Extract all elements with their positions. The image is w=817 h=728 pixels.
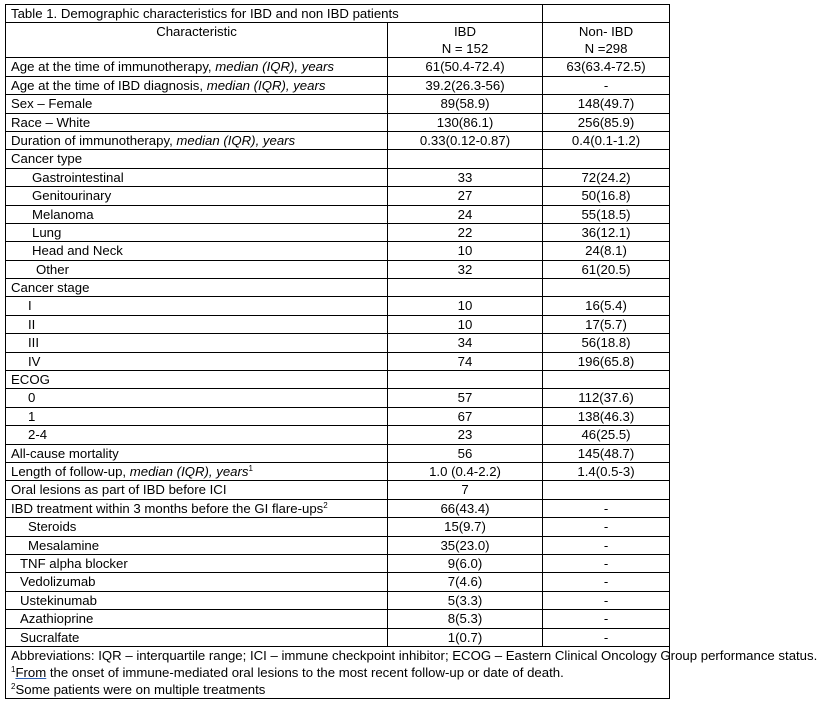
table-row bbox=[6, 591, 670, 609]
characteristic-cell bbox=[6, 444, 388, 462]
characteristic-cell bbox=[6, 168, 388, 186]
characteristic-cell bbox=[6, 205, 388, 223]
table-row bbox=[6, 279, 670, 297]
header-non-ibd-n: N =298 bbox=[584, 41, 628, 57]
characteristic-label: Melanoma bbox=[32, 206, 94, 222]
table-row bbox=[6, 444, 670, 462]
table-row bbox=[6, 297, 670, 315]
table-row bbox=[6, 260, 670, 278]
table-row bbox=[6, 315, 670, 333]
characteristic-cell bbox=[6, 481, 388, 499]
ibd-value-cell: 56 bbox=[388, 444, 543, 462]
table-row bbox=[6, 113, 670, 131]
characteristic-label: Genitourinary bbox=[32, 188, 112, 204]
non-ibd-value-cell bbox=[543, 279, 670, 297]
table-row bbox=[6, 628, 670, 646]
header-ibd bbox=[388, 23, 543, 58]
non-ibd-value-cell: 46(25.5) bbox=[543, 426, 670, 444]
ibd-value-cell: 22 bbox=[388, 223, 543, 241]
characteristic-label: Race – White bbox=[11, 114, 91, 130]
table-row bbox=[6, 610, 670, 628]
characteristic-cell bbox=[6, 242, 388, 260]
characteristic-label: Sucralfate bbox=[20, 629, 80, 645]
characteristic-label: III bbox=[28, 335, 39, 351]
table-row bbox=[6, 205, 670, 223]
ibd-value-cell: 8(5.3) bbox=[388, 610, 543, 628]
non-ibd-value-cell: 196(65.8) bbox=[543, 352, 670, 370]
characteristic-cell bbox=[6, 260, 388, 278]
ibd-value-cell: 5(3.3) bbox=[388, 591, 543, 609]
table-row bbox=[6, 95, 670, 113]
characteristic-cell bbox=[6, 628, 388, 646]
table-row bbox=[6, 352, 670, 370]
table-row bbox=[6, 187, 670, 205]
ibd-value-cell: 34 bbox=[388, 334, 543, 352]
characteristic-cell bbox=[6, 610, 388, 628]
table-row bbox=[6, 407, 670, 425]
header-ibd-n: N = 152 bbox=[441, 41, 489, 57]
table-row bbox=[6, 58, 670, 76]
characteristic-label: Age at the time of IBD diagnosis, bbox=[11, 77, 207, 93]
characteristic-stat-type: median (IQR), years bbox=[129, 463, 249, 479]
characteristic-cell bbox=[6, 462, 388, 480]
ibd-value-cell: 23 bbox=[388, 426, 543, 444]
ibd-value-cell: 15(9.7) bbox=[388, 518, 543, 536]
characteristic-stat-type: median (IQR), years bbox=[206, 77, 326, 93]
non-ibd-value-cell: 56(18.8) bbox=[543, 334, 670, 352]
characteristic-cell bbox=[6, 352, 388, 370]
characteristic-cell bbox=[6, 315, 388, 333]
characteristic-label: ECOG bbox=[11, 372, 50, 388]
characteristic-cell bbox=[6, 371, 388, 389]
characteristic-cell bbox=[6, 223, 388, 241]
characteristic-label: Azathioprine bbox=[20, 611, 94, 627]
ibd-value-cell: 24 bbox=[388, 205, 543, 223]
non-ibd-value-cell: 50(16.8) bbox=[543, 187, 670, 205]
characteristic-label: Vedolizumab bbox=[20, 574, 96, 590]
table-caption: Table 1. Demographic characteristics for IBD and non IBD patients bbox=[6, 5, 543, 23]
non-ibd-value-cell bbox=[543, 481, 670, 499]
ibd-value-cell bbox=[388, 279, 543, 297]
table-row bbox=[6, 131, 670, 149]
ibd-value-cell: 10 bbox=[388, 315, 543, 333]
ibd-value-cell: 32 bbox=[388, 260, 543, 278]
ibd-value-cell: 74 bbox=[388, 352, 543, 370]
footnote-1-marker: 1 bbox=[11, 664, 16, 674]
non-ibd-value-cell: 24(8.1) bbox=[543, 242, 670, 260]
characteristic-label: Ustekinumab bbox=[20, 592, 97, 608]
non-ibd-value-cell: 16(5.4) bbox=[543, 297, 670, 315]
non-ibd-value-cell: - bbox=[543, 499, 670, 517]
table-row bbox=[6, 223, 670, 241]
characteristic-stat-type: median (IQR), years bbox=[215, 59, 334, 75]
ibd-value-cell: 9(6.0) bbox=[388, 554, 543, 572]
table-row bbox=[6, 150, 670, 168]
characteristic-label: Head and Neck bbox=[32, 243, 123, 259]
characteristic-cell bbox=[6, 334, 388, 352]
non-ibd-value-cell: 1.4(0.5-3) bbox=[543, 462, 670, 480]
characteristic-cell bbox=[6, 573, 388, 591]
table-row bbox=[6, 371, 670, 389]
table-row bbox=[6, 462, 670, 480]
characteristic-label: 0 bbox=[28, 390, 36, 406]
characteristic-label: Age at the time of immunotherapy, bbox=[11, 59, 216, 75]
non-ibd-value-cell: 256(85.9) bbox=[543, 113, 670, 131]
ibd-value-cell: 7(4.6) bbox=[388, 573, 543, 591]
header-characteristic: Characteristic bbox=[6, 23, 388, 58]
ibd-value-cell: 66(43.4) bbox=[388, 499, 543, 517]
non-ibd-value-cell bbox=[543, 371, 670, 389]
ibd-value-cell: 27 bbox=[388, 187, 543, 205]
non-ibd-value-cell: - bbox=[543, 536, 670, 554]
characteristic-label: All-cause mortality bbox=[11, 445, 119, 461]
ibd-value-cell: 35(23.0) bbox=[388, 536, 543, 554]
footnote-marker: 1 bbox=[248, 463, 253, 473]
table-row bbox=[6, 536, 670, 554]
characteristic-label: Steroids bbox=[28, 519, 77, 535]
ibd-value-cell: 0.33(0.12-0.87) bbox=[388, 131, 543, 149]
non-ibd-value-cell: 145(48.7) bbox=[543, 444, 670, 462]
non-ibd-value-cell: - bbox=[543, 591, 670, 609]
characteristic-cell bbox=[6, 279, 388, 297]
characteristic-label: Cancer stage bbox=[11, 280, 90, 296]
characteristic-cell bbox=[6, 499, 388, 517]
table-row bbox=[6, 573, 670, 591]
non-ibd-value-cell: 112(37.6) bbox=[543, 389, 670, 407]
footnote-1 bbox=[11, 664, 664, 681]
characteristic-label: TNF alpha blocker bbox=[20, 555, 128, 571]
characteristic-label: IBD treatment within 3 months before the GI flare-ups bbox=[11, 500, 324, 516]
characteristic-label: Lung bbox=[32, 224, 62, 240]
header-ibd-label: IBD bbox=[454, 24, 476, 40]
table-row bbox=[6, 76, 670, 94]
footnote-2 bbox=[11, 681, 664, 698]
footer-row bbox=[6, 646, 670, 698]
characteristic-cell bbox=[6, 131, 388, 149]
footnote-1-link[interactable]: From bbox=[15, 664, 47, 680]
characteristic-cell bbox=[6, 58, 388, 76]
characteristic-label: IV bbox=[28, 353, 41, 369]
non-ibd-value-cell bbox=[543, 150, 670, 168]
ibd-value-cell: 57 bbox=[388, 389, 543, 407]
characteristic-cell bbox=[6, 554, 388, 572]
non-ibd-value-cell: 17(5.7) bbox=[543, 315, 670, 333]
characteristic-label: Gastrointestinal bbox=[32, 169, 124, 185]
non-ibd-value-cell: 72(24.2) bbox=[543, 168, 670, 186]
demographics-table bbox=[5, 4, 817, 699]
table-row bbox=[6, 426, 670, 444]
footnote-2-marker: 2 bbox=[11, 681, 16, 691]
footnote-marker: 2 bbox=[323, 500, 328, 510]
table-row bbox=[6, 481, 670, 499]
non-ibd-value-cell: 148(49.7) bbox=[543, 95, 670, 113]
non-ibd-value-cell: - bbox=[543, 628, 670, 646]
characteristic-cell bbox=[6, 591, 388, 609]
characteristic-cell bbox=[6, 536, 388, 554]
ibd-value-cell: 10 bbox=[388, 297, 543, 315]
ibd-value-cell: 7 bbox=[388, 481, 543, 499]
non-ibd-value-cell: 61(20.5) bbox=[543, 260, 670, 278]
table-row bbox=[6, 168, 670, 186]
non-ibd-value-cell: 138(46.3) bbox=[543, 407, 670, 425]
ibd-value-cell: 1(0.7) bbox=[388, 628, 543, 646]
characteristic-cell bbox=[6, 95, 388, 113]
characteristic-label: Mesalamine bbox=[28, 537, 100, 553]
characteristic-label: Cancer type bbox=[11, 151, 83, 167]
characteristic-label: Duration of immunotherapy, bbox=[11, 132, 177, 148]
header-non-ibd bbox=[543, 23, 670, 58]
non-ibd-value-cell: - bbox=[543, 573, 670, 591]
table-row bbox=[6, 554, 670, 572]
ibd-value-cell: 39.2(26.3-56) bbox=[388, 76, 543, 94]
caption-row bbox=[6, 5, 670, 23]
characteristic-label: 1 bbox=[28, 408, 36, 424]
footnote-1-text: the onset of immune-mediated oral lesions to the most recent follow-up or date of death. bbox=[46, 664, 564, 680]
header-non-ibd-label: Non- IBD bbox=[578, 24, 634, 40]
ibd-value-cell bbox=[388, 150, 543, 168]
non-ibd-value-cell: - bbox=[543, 518, 670, 536]
table-row bbox=[6, 334, 670, 352]
characteristic-cell bbox=[6, 426, 388, 444]
ibd-value-cell: 67 bbox=[388, 407, 543, 425]
footnote-2-text: Some patients were on multiple treatments bbox=[15, 681, 266, 697]
table-row bbox=[6, 518, 670, 536]
ibd-value-cell: 89(58.9) bbox=[388, 95, 543, 113]
non-ibd-value-cell: 0.4(0.1-1.2) bbox=[543, 131, 670, 149]
table-footer bbox=[6, 646, 817, 698]
characteristic-cell bbox=[6, 76, 388, 94]
ibd-value-cell: 33 bbox=[388, 168, 543, 186]
characteristic-cell bbox=[6, 518, 388, 536]
table-row bbox=[6, 499, 670, 517]
characteristic-label: 2-4 bbox=[28, 427, 48, 443]
non-ibd-value-cell: - bbox=[543, 610, 670, 628]
characteristic-label: II bbox=[28, 316, 36, 332]
ibd-value-cell bbox=[388, 371, 543, 389]
non-ibd-value-cell: 55(18.5) bbox=[543, 205, 670, 223]
abbreviations-note: Abbreviations: IQR – interquartile range; ICI – immune checkpoint inhibitor; ECOG – Eastern Clinical Oncology Group performance status. bbox=[11, 647, 817, 663]
characteristic-cell bbox=[6, 150, 388, 168]
non-ibd-value-cell: 63(63.4-72.5) bbox=[543, 58, 670, 76]
table-row bbox=[6, 389, 670, 407]
characteristic-stat-type: median (IQR), years bbox=[176, 132, 296, 148]
characteristic-label: Oral lesions as part of IBD before ICI bbox=[11, 482, 227, 498]
characteristic-cell bbox=[6, 187, 388, 205]
ibd-value-cell: 10 bbox=[388, 242, 543, 260]
characteristic-label: I bbox=[28, 298, 32, 314]
caption-empty-cell bbox=[543, 5, 670, 23]
characteristic-cell bbox=[6, 389, 388, 407]
table-row bbox=[6, 242, 670, 260]
non-ibd-value-cell: - bbox=[543, 554, 670, 572]
characteristic-cell bbox=[6, 407, 388, 425]
ibd-value-cell: 130(86.1) bbox=[388, 113, 543, 131]
characteristic-cell bbox=[6, 113, 388, 131]
characteristic-cell bbox=[6, 297, 388, 315]
characteristic-label: Length of follow-up, bbox=[11, 463, 130, 479]
non-ibd-value-cell: - bbox=[543, 76, 670, 94]
characteristic-label: Sex – Female bbox=[11, 96, 93, 112]
header-row bbox=[6, 23, 670, 58]
ibd-value-cell: 1.0 (0.4-2.2) bbox=[388, 462, 543, 480]
ibd-value-cell: 61(50.4-72.4) bbox=[388, 58, 543, 76]
non-ibd-value-cell: 36(12.1) bbox=[543, 223, 670, 241]
characteristic-label: Other bbox=[36, 261, 69, 277]
